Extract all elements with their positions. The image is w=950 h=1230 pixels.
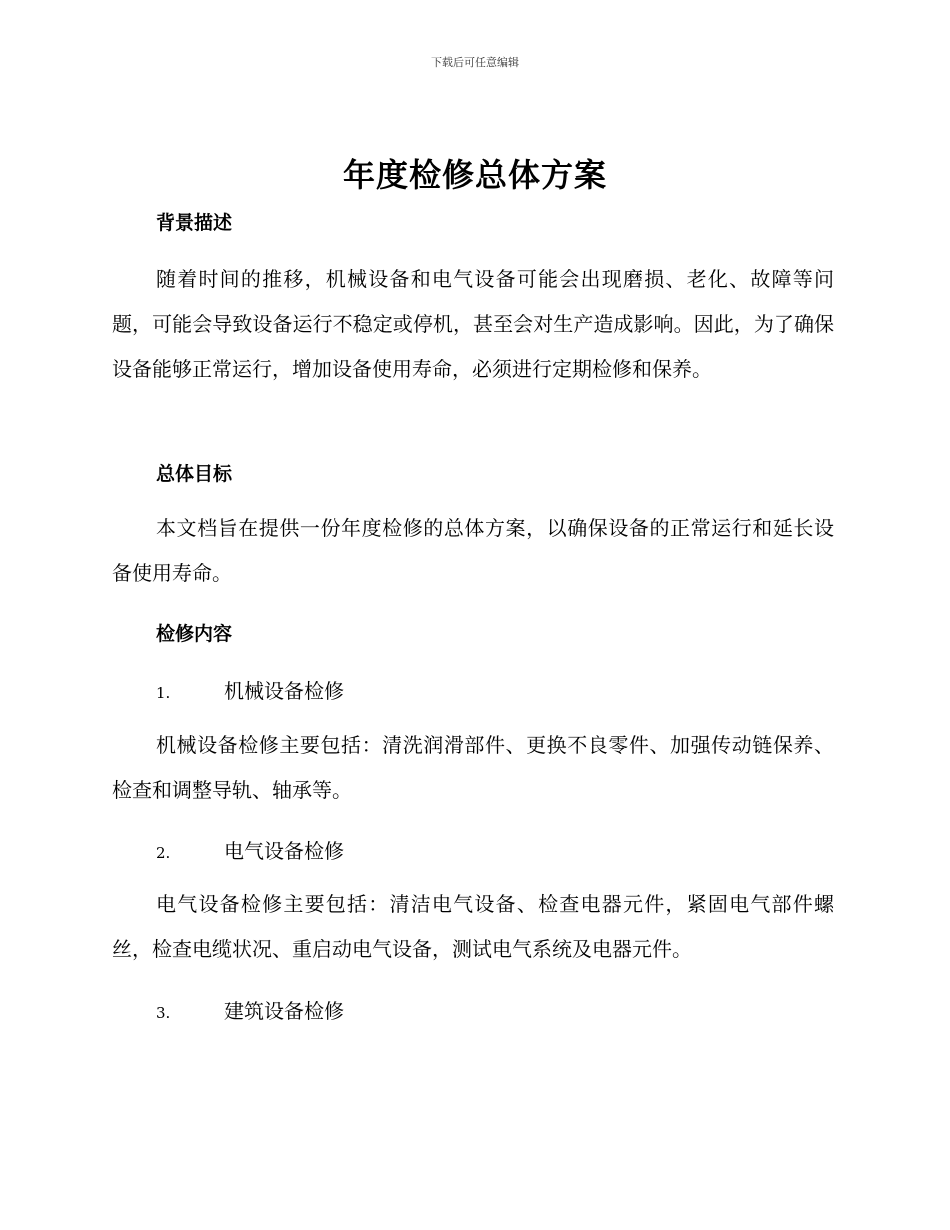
paragraph-background: 随着时间的推移，机械设备和电气设备可能会出现磨损、老化、故障等问题，可能会导致设备运行不稳定或停机，甚至会对生产造成影响。因此，为了确保设备能够正常运行，增加设备使用寿命，必须进行定期检修和保养。 [112, 267, 834, 381]
list-item-label: 机械设备检修 [224, 679, 344, 703]
list-number: 3. [156, 1004, 171, 1022]
list-number: 1. [156, 684, 171, 702]
list-item-label: 电气设备检修 [224, 839, 344, 863]
list-item-building [156, 995, 344, 1024]
list-item-label: 建筑设备检修 [224, 999, 344, 1023]
header-note: 下载后可任意编辑 [431, 56, 519, 69]
paragraph-mechanical: 机械设备检修主要包括：清洗润滑部件、更换不良零件、加强传动链保养、检查和调整导轨、轴承等。 [112, 733, 834, 802]
section-heading-content: 检修内容 [156, 623, 233, 645]
section-heading-goal: 总体目标 [156, 463, 233, 485]
paragraph-electrical: 电气设备检修主要包括：清洁电气设备、检查电器元件，紧固电气部件螺丝，检查电缆状况、重启动电气设备，测试电气系统及电器元件。 [112, 892, 834, 961]
paragraph-goal: 本文档旨在提供一份年度检修的总体方案，以确保设备的正常运行和延长设备使用寿命。 [112, 516, 834, 585]
list-item-mechanical [156, 675, 344, 704]
list-item-electrical [156, 835, 344, 864]
list-number: 2. [156, 844, 171, 862]
section-heading-background: 背景描述 [156, 212, 233, 234]
document-title: 年度检修总体方案 [342, 156, 607, 194]
